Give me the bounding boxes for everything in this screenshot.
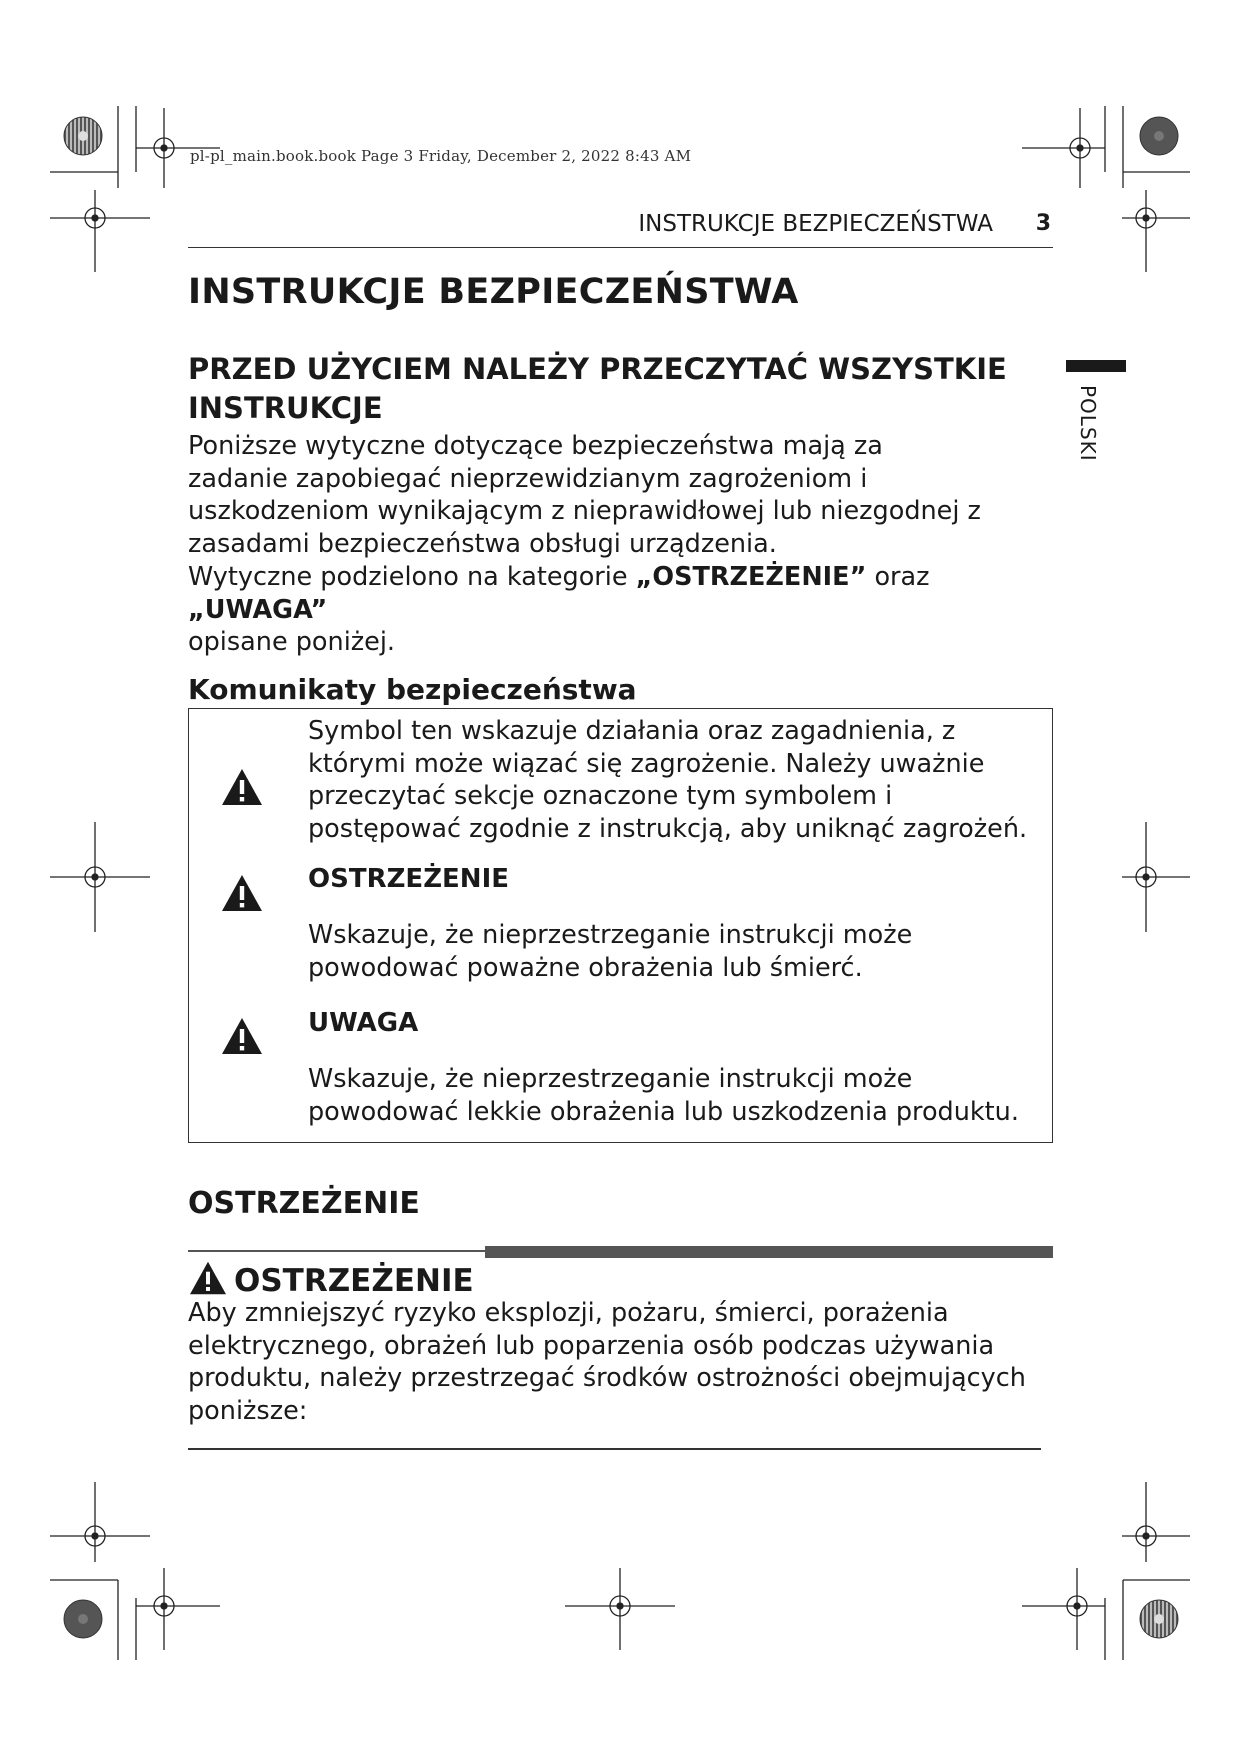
- caution-label: UWAGA: [308, 1008, 419, 1038]
- running-head-title: INSTRUKCJE BEZPIECZEŃSTWA: [638, 211, 993, 237]
- warning-label: OSTRZEŻENIE: [308, 864, 510, 894]
- symbol-description: Symbol ten wskazuje działania oraz zagadnienia, z którymi może wiązać się zagrożenie. Należy uważnie przeczytać sekcje oznaczone tym symbolem i postępować zgodnie z instrukcją, aby uniknąć zagrożeń.: [308, 716, 1028, 844]
- categories-warning: „OSTRZEŻENIE”: [635, 562, 867, 592]
- categories-text-pre: Wytyczne podzielono na kategorie: [188, 562, 636, 592]
- warning-callout-label: OSTRZEŻENIE: [234, 1263, 474, 1299]
- warning-description: Wskazuje, że nieprzestrzeganie instrukcji może powodować poważne obrażenia lub śmierć.: [308, 920, 913, 983]
- section-subtitle-line1: PRZED UŻYCIEM NALEŻY PRZECZYTAĆ WSZYSTKIE: [188, 352, 1007, 386]
- caution-description: Wskazuje, że nieprzestrzeganie instrukcji może powodować lekkie obrażenia lub uszkodzenia produktu.: [308, 1064, 1019, 1127]
- print-info: pl-pl_main.book.book Page 3 Friday, December 2, 2022 8:43 AM: [190, 147, 692, 165]
- language-label: POLSKI: [1076, 385, 1100, 462]
- page-title: INSTRUKCJE BEZPIECZEŃSTWA: [188, 272, 799, 312]
- color-target-icon: [64, 117, 1178, 1638]
- messages-heading: Komunikaty bezpieczeństwa: [188, 672, 637, 706]
- categories-text-mid: oraz: [866, 562, 930, 592]
- registration-crosshair-icon: [50, 108, 1190, 1650]
- warning-callout-text: Aby zmniejszyć ryzyko eksplozji, pożaru, śmierci, porażenia elektrycznego, obrażeń lub poparzenia osób podczas używania produktu, należy przestrzegać środków ostrożności obejmujących poniższe:: [188, 1298, 1026, 1426]
- page-number: 3: [1035, 211, 1051, 236]
- section-subtitle-line2: INSTRUKCJE: [188, 391, 383, 425]
- intro-paragraph: Poniższe wytyczne dotyczące bezpieczeństwa mają za zadanie zapobiegać nieprzewidzianym zagrożeniom i uszkodzeniom wynikającym z nieprawidłowej lub niezgodnej z zasadami bezpieczeństwa obsługi urządzenia.: [188, 431, 981, 559]
- categories-caution: „UWAGA”: [188, 594, 328, 625]
- warning-section-heading: OSTRZEŻENIE: [188, 1186, 420, 1221]
- categories-text-post: opisane poniżej.: [188, 627, 396, 657]
